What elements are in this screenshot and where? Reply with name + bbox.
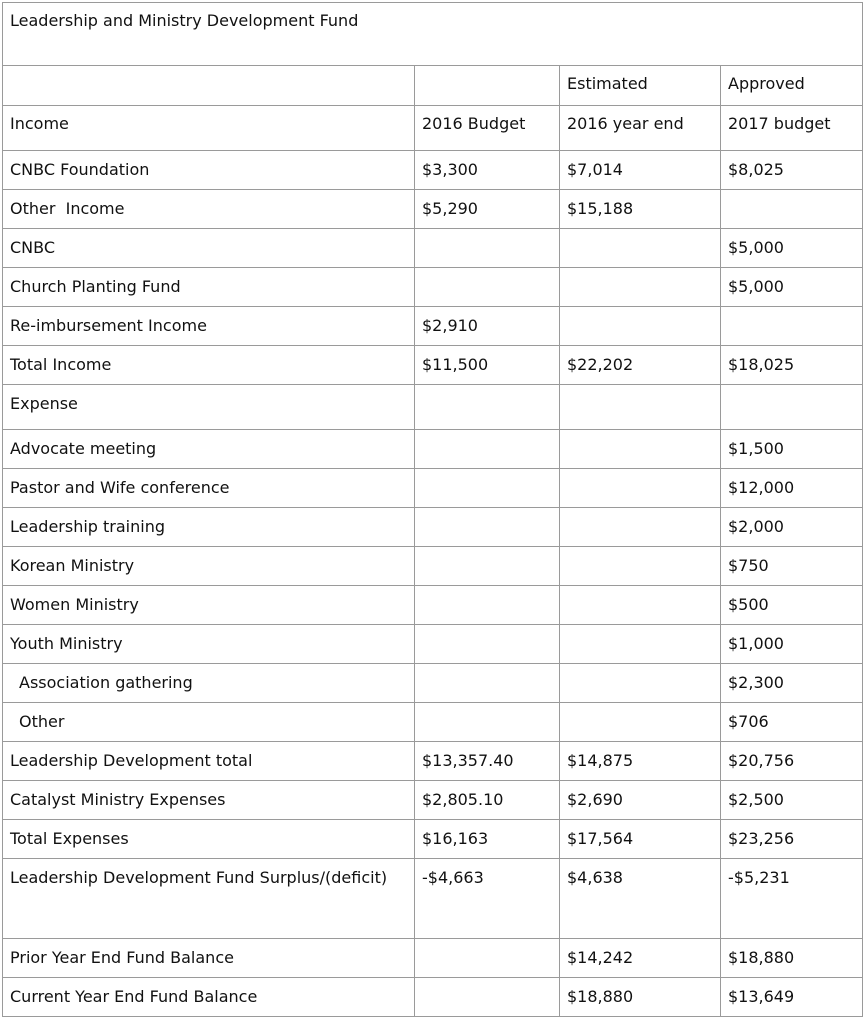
cell-2016-year-end bbox=[560, 307, 721, 346]
cell-2017-budget bbox=[721, 307, 863, 346]
cell-2016-budget bbox=[415, 385, 560, 430]
header-row-1 bbox=[3, 66, 863, 106]
table-row bbox=[3, 151, 863, 190]
table-row bbox=[3, 586, 863, 625]
row-label: Re-imbursement Income bbox=[3, 307, 415, 346]
table-row bbox=[3, 625, 863, 664]
table-row bbox=[3, 430, 863, 469]
cell-2016-budget: $11,500 bbox=[415, 346, 560, 385]
cell-2016-budget bbox=[415, 703, 560, 742]
table-row bbox=[3, 229, 863, 268]
header-cell bbox=[3, 66, 415, 106]
cell-2016-budget bbox=[415, 469, 560, 508]
row-label: Leadership training bbox=[3, 508, 415, 547]
row-label: Current Year End Fund Balance bbox=[3, 978, 415, 1017]
cell-2016-year-end bbox=[560, 625, 721, 664]
cell-2016-year-end bbox=[560, 586, 721, 625]
table-row bbox=[3, 385, 863, 430]
cell-2016-budget bbox=[415, 547, 560, 586]
cell-2017-budget: $12,000 bbox=[721, 469, 863, 508]
table-row bbox=[3, 268, 863, 307]
cell-2017-budget bbox=[721, 190, 863, 229]
cell-2016-budget bbox=[415, 978, 560, 1017]
row-label: Expense bbox=[3, 385, 415, 430]
cell-2016-year-end: $7,014 bbox=[560, 151, 721, 190]
row-label: Youth Ministry bbox=[3, 625, 415, 664]
cell-2016-year-end bbox=[560, 229, 721, 268]
table-row bbox=[3, 547, 863, 586]
cell-2017-budget: $5,000 bbox=[721, 229, 863, 268]
cell-2016-budget: -$4,663 bbox=[415, 859, 560, 939]
cell-2016-budget bbox=[415, 430, 560, 469]
row-label: Leadership Development Fund Surplus/(deficit) bbox=[3, 859, 415, 939]
cell-2016-year-end bbox=[560, 508, 721, 547]
cell-2016-budget: $2,910 bbox=[415, 307, 560, 346]
table-row bbox=[3, 469, 863, 508]
cell-2016-year-end bbox=[560, 469, 721, 508]
header-cell bbox=[415, 66, 560, 106]
cell-2016-budget: $13,357.40 bbox=[415, 742, 560, 781]
row-label: Church Planting Fund bbox=[3, 268, 415, 307]
cell-2017-budget: $2,500 bbox=[721, 781, 863, 820]
budget-table bbox=[2, 2, 863, 1017]
table-row bbox=[3, 978, 863, 1017]
table-row bbox=[3, 703, 863, 742]
row-label: Korean Ministry bbox=[3, 547, 415, 586]
cell-2016-year-end bbox=[560, 430, 721, 469]
table-row bbox=[3, 781, 863, 820]
table-row bbox=[3, 742, 863, 781]
row-label: CNBC bbox=[3, 229, 415, 268]
row-label: Pastor and Wife conference bbox=[3, 469, 415, 508]
row-label: Other bbox=[3, 703, 415, 742]
row-label: Association gathering bbox=[3, 664, 415, 703]
cell-2017-budget: $2,300 bbox=[721, 664, 863, 703]
header-cell-2016-year-end: 2016 year end bbox=[560, 106, 721, 151]
cell-2017-budget: $18,025 bbox=[721, 346, 863, 385]
table-row bbox=[3, 664, 863, 703]
cell-2017-budget: $500 bbox=[721, 586, 863, 625]
cell-2016-year-end bbox=[560, 703, 721, 742]
cell-2016-year-end bbox=[560, 664, 721, 703]
row-label: Other Income bbox=[3, 190, 415, 229]
table-title: Leadership and Ministry Development Fund bbox=[3, 3, 863, 66]
header-row-2 bbox=[3, 106, 863, 151]
header-cell-income: Income bbox=[3, 106, 415, 151]
table-row bbox=[3, 190, 863, 229]
cell-2017-budget: $2,000 bbox=[721, 508, 863, 547]
cell-2016-year-end bbox=[560, 547, 721, 586]
cell-2016-year-end: $4,638 bbox=[560, 859, 721, 939]
row-label: Total Income bbox=[3, 346, 415, 385]
cell-2017-budget bbox=[721, 385, 863, 430]
table-row bbox=[3, 307, 863, 346]
cell-2016-year-end: $14,875 bbox=[560, 742, 721, 781]
cell-2016-budget bbox=[415, 664, 560, 703]
row-label: Women Ministry bbox=[3, 586, 415, 625]
cell-2016-budget bbox=[415, 939, 560, 978]
table-row bbox=[3, 939, 863, 978]
cell-2017-budget: $1,500 bbox=[721, 430, 863, 469]
cell-2016-year-end: $2,690 bbox=[560, 781, 721, 820]
budget-sheet bbox=[2, 2, 862, 1017]
cell-2017-budget: $1,000 bbox=[721, 625, 863, 664]
cell-2016-year-end bbox=[560, 268, 721, 307]
cell-2017-budget: $5,000 bbox=[721, 268, 863, 307]
row-label: Total Expenses bbox=[3, 820, 415, 859]
table-row bbox=[3, 820, 863, 859]
cell-2016-budget bbox=[415, 508, 560, 547]
row-label: CNBC Foundation bbox=[3, 151, 415, 190]
cell-2017-budget: $8,025 bbox=[721, 151, 863, 190]
row-label: Catalyst Ministry Expenses bbox=[3, 781, 415, 820]
cell-2017-budget: $706 bbox=[721, 703, 863, 742]
table-row bbox=[3, 859, 863, 939]
cell-2016-year-end: $15,188 bbox=[560, 190, 721, 229]
cell-2016-year-end: $22,202 bbox=[560, 346, 721, 385]
cell-2016-budget bbox=[415, 586, 560, 625]
cell-2016-budget: $5,290 bbox=[415, 190, 560, 229]
row-label: Advocate meeting bbox=[3, 430, 415, 469]
cell-2016-budget bbox=[415, 625, 560, 664]
table-row bbox=[3, 346, 863, 385]
cell-2017-budget: $23,256 bbox=[721, 820, 863, 859]
cell-2016-budget: $16,163 bbox=[415, 820, 560, 859]
cell-2017-budget: $18,880 bbox=[721, 939, 863, 978]
cell-2017-budget: $13,649 bbox=[721, 978, 863, 1017]
cell-2016-year-end: $17,564 bbox=[560, 820, 721, 859]
cell-2016-year-end: $14,242 bbox=[560, 939, 721, 978]
cell-2017-budget: $20,756 bbox=[721, 742, 863, 781]
header-cell-2017-budget: 2017 budget bbox=[721, 106, 863, 151]
row-label: Prior Year End Fund Balance bbox=[3, 939, 415, 978]
header-cell-approved: Approved bbox=[721, 66, 863, 106]
cell-2016-year-end: $18,880 bbox=[560, 978, 721, 1017]
header-cell-2016-budget: 2016 Budget bbox=[415, 106, 560, 151]
row-label: Leadership Development total bbox=[3, 742, 415, 781]
table-row bbox=[3, 508, 863, 547]
cell-2016-budget: $2,805.10 bbox=[415, 781, 560, 820]
cell-2017-budget: -$5,231 bbox=[721, 859, 863, 939]
cell-2017-budget: $750 bbox=[721, 547, 863, 586]
cell-2016-budget: $3,300 bbox=[415, 151, 560, 190]
cell-2016-budget bbox=[415, 268, 560, 307]
cell-2016-budget bbox=[415, 229, 560, 268]
cell-2016-year-end bbox=[560, 385, 721, 430]
header-cell-estimated: Estimated bbox=[560, 66, 721, 106]
